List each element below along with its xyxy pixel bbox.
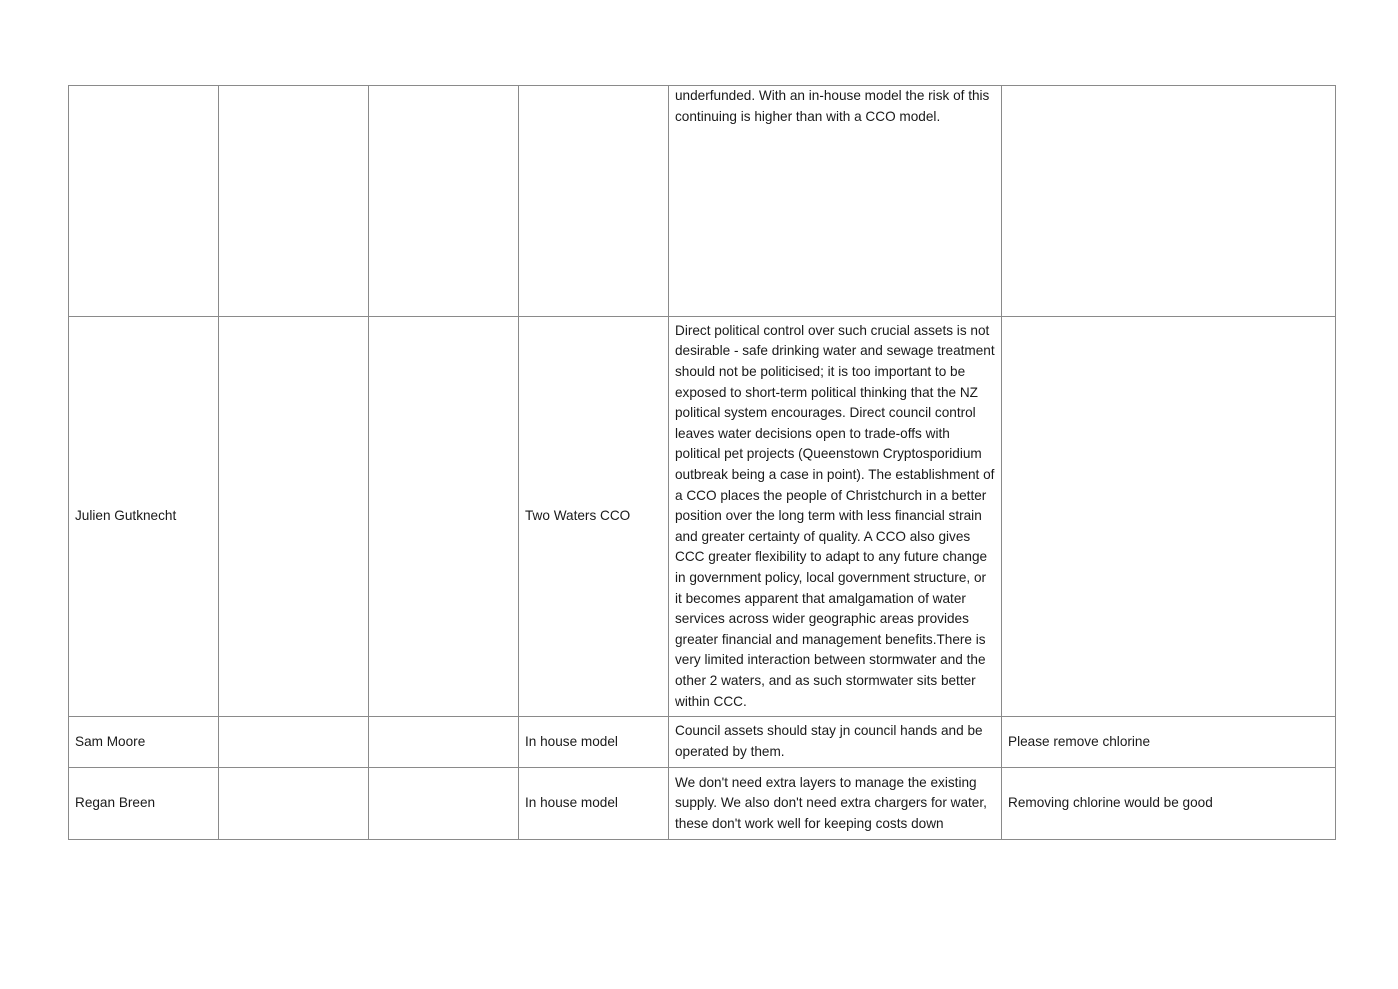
other-comments-cell: Removing chlorine would be good xyxy=(1002,768,1336,840)
comment-cell: We don't need extra layers to manage the existing supply. We also don't need extra chargers for water, these don't work well for keeping costs down xyxy=(669,768,1002,840)
comment-cell: underfunded. With an in-house model the risk of this continuing is higher than with a CCO model. xyxy=(669,86,1002,317)
table-row xyxy=(69,717,1336,768)
submissions-table xyxy=(68,85,1336,840)
blank-cell xyxy=(219,86,369,317)
blank-cell xyxy=(369,717,519,768)
blank-cell xyxy=(219,768,369,840)
submitter-name-cell: Sam Moore xyxy=(69,717,219,768)
other-comments-cell xyxy=(1002,86,1336,317)
preferred-option-cell: In house model xyxy=(519,717,669,768)
preferred-option-cell: Two Waters CCO xyxy=(519,317,669,717)
table-row xyxy=(69,317,1336,717)
other-comments-cell xyxy=(1002,317,1336,717)
table-row xyxy=(69,768,1336,840)
comment-cell: Council assets should stay jn council hands and be operated by them. xyxy=(669,717,1002,768)
comment-cell: Direct political control over such crucial assets is not desirable - safe drinking water and sewage treatment should not be politicised; it is too important to be exposed to short-term political thinking that the NZ political system encourages. Direct council control leaves water decisions open to trade-offs with political pet projects (Queenstown Cryptosporidium outbreak being a case in point). The establishment of a CCO places the people of Christchurch in a better position over the long term with less financial strain and greater certainty of quality. A CCO also gives CCC greater flexibility to adapt to any future change in government policy, local government structure, or it becomes apparent that amalgamation of water services across wider geographic areas provides greater financial and management benefits.There is very limited interaction between stormwater and the other 2 waters, and as such stormwater sits better within CCC. xyxy=(669,317,1002,717)
blank-cell xyxy=(369,768,519,840)
blank-cell xyxy=(219,717,369,768)
table-row xyxy=(69,86,1336,317)
other-comments-cell: Please remove chlorine xyxy=(1002,717,1336,768)
blank-cell xyxy=(369,86,519,317)
submitter-name-cell xyxy=(69,86,219,317)
submitter-name-cell: Julien Gutknecht xyxy=(69,317,219,717)
preferred-option-cell xyxy=(519,86,669,317)
blank-cell xyxy=(369,317,519,717)
submitter-name-cell: Regan Breen xyxy=(69,768,219,840)
blank-cell xyxy=(219,317,369,717)
preferred-option-cell: In house model xyxy=(519,768,669,840)
